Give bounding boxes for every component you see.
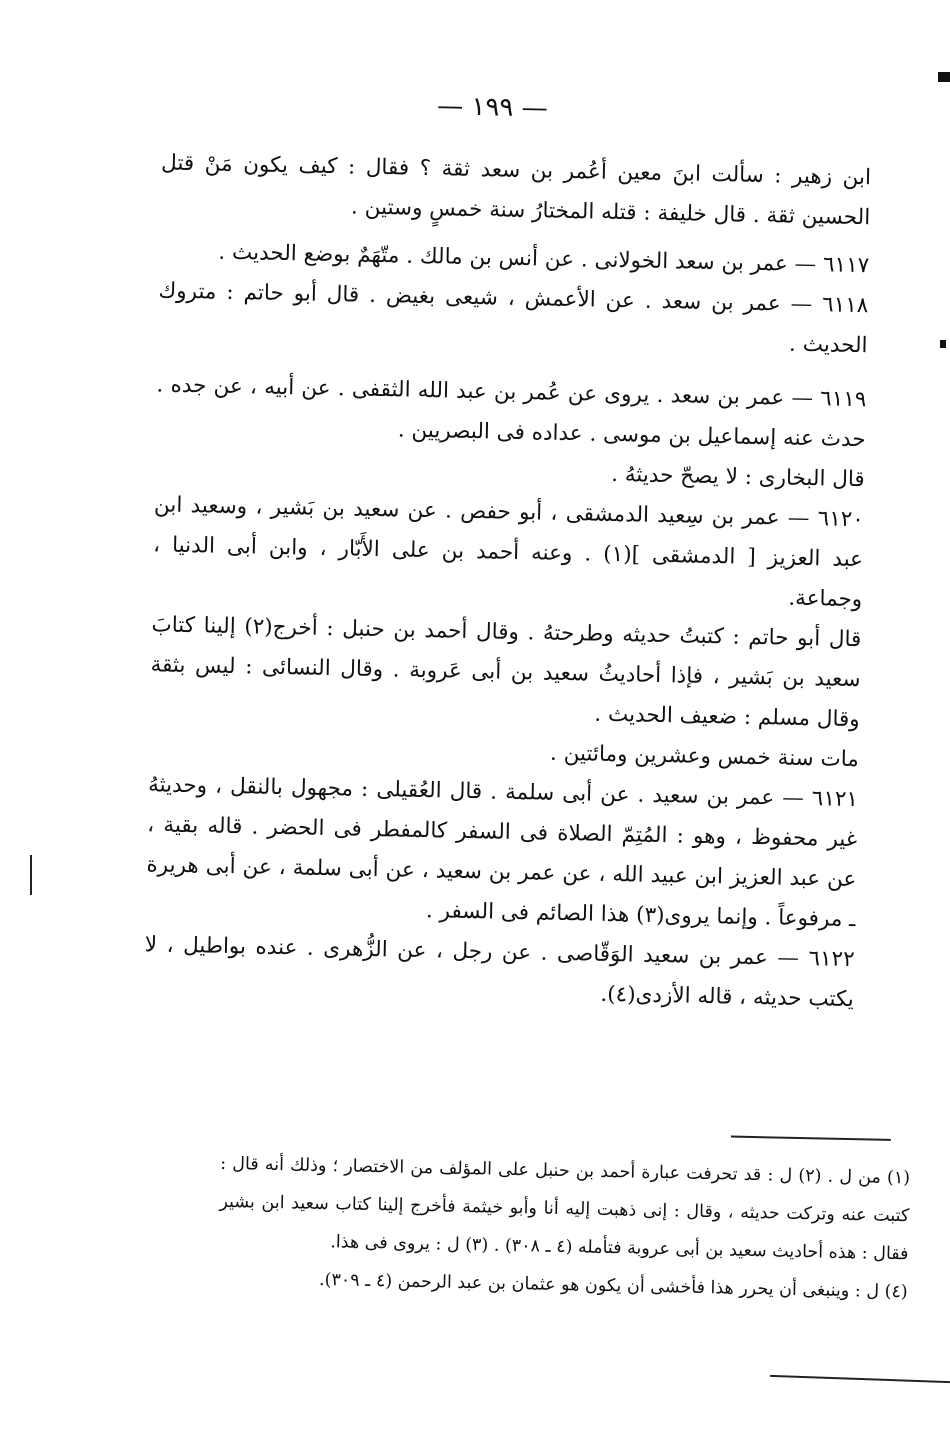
entry-6122: ٦١٢٢ — عمر بن سعيد الوَقّاصى . عن رجل ، عن الزُّهرى . عنده بواطيل ، لا يكتب حديثه ، قاله الأزدى(٤).: [144, 932, 855, 1013]
entry-6121: ٦١٢١ — عمر بن سعيد . عن أبى سلمة . قال العُقيلى : مجهول بالنقل ، وحديثهُ غير محفوظ ، وهو : المُتِمّ الصلاة فى السفر كالمفطر فى الحضر . قاله بقية ، عن عبد العزيز ابن عبيد الله ، عن عمر بن سعيد ، عن أبى سلمة ، عن أبى هريرة ـ مرفوعاً . وإنما يروى(٣) هذا الصائم فى السفر .: [146, 772, 859, 933]
entry-6120: ٦١٢٠ — عمر بن سِعيد الدمشقى ، أبو حفص . عن سعيد بن بَشير ، وسعيد ابن عبد العزيز [ الدمشقى ](١) . وعنه أحمد بن على الأَبّار ، وابن أبى الدنيا ، وجماعة.: [152, 492, 865, 613]
entry-6120-death: مات سنة خمس وعشرين ومائتين .: [549, 740, 860, 773]
page-number: — ١٩٩ —: [436, 91, 548, 124]
main-text: [144, 143, 872, 1020]
entry-6117: ٦١١٧ — عمر بن سعد الخولانى . عن أنس بن مالك . متّهَمٌ بوضع الحديث .: [218, 239, 870, 279]
footnote-4: (٤) ل : وينبغى أن يحرر هذا فأخشى أن يكون هو عثمان بن عبد الرحمن (٤ ـ ٣٠٩).: [318, 1269, 908, 1303]
paragraph-ibn-zuhair: ابن زهير : سألت ابنَ معين أعُمر بن سعد ثقة ؟ فقال : كيف يكون مَنْ قتل الحسين ثقة . قال خليفة : قتله المختارُ سنة خمسٍ وستين .: [160, 150, 872, 231]
footnote-divider: [731, 1136, 891, 1141]
entry-6120-critiques: قال أبو حاتم : كتبتُ حديثه وطرحتهُ . وقال أحمد بن حنبل : أخرج(٢) إلينا كتابَ سعيد بن بَشير ، فإذا أحاديثُ سعيد بن أبى عَروبة . وقال النسائى : ليس بثقة وقال مسلم : ضعيف الحديث .: [150, 612, 862, 733]
entry-6118: ٦١١٨ — عمر بن سعد . عن الأعمش ، شيعى بغيض . قال أبو حاتم : متروك الحديث .: [158, 278, 869, 359]
scan-edge-mark-middle: [940, 340, 946, 348]
entry-6119-bukhari: قال البخارى : لا يصحّ حديثهُ .: [610, 461, 865, 493]
footnote-1-3: (١) من ل . (٢) ل : قد تحرفت عبارة أحمد بن حنبل على المؤلف من الاختصار ؛ وذلك أنه قال : كتبت عنه وتركت حديثه ، وقال : إنى ذهبت إليه أنا وأبو خيثمة فأخرج إلينا كتاب سعيد ابن بشير فقال : هذه أحاديث سعيد بن أبى عروبة فتأمله (٤ ـ ٣٠٨) . (٣) ل : يروى فى هذا.: [219, 1153, 911, 1265]
footnotes: [217, 1145, 910, 1311]
entry-6119: ٦١١٩ — عمر بن سعد . يروى عن عُمر بن عبد الله الثقفى . عن أبيه ، عن جده . حدث عنه إسماعيل بن موسى . عداده فى البصريين .: [156, 372, 867, 453]
scan-margin-line: [30, 855, 32, 895]
scan-edge-mark-top: [938, 72, 950, 82]
